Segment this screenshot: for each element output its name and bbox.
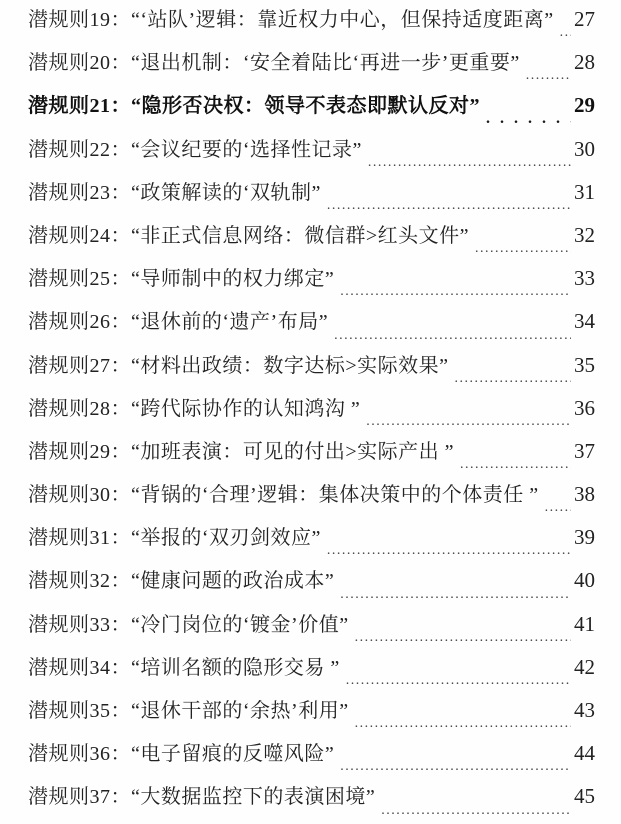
- dot-leader: [327, 192, 571, 215]
- toc-entry: [28, 89, 595, 132]
- table-of-contents: [28, 3, 595, 824]
- toc-entry-text: 潜规则35：“退休干部的‘余热’利用”: [28, 700, 349, 722]
- toc-entry-text: 潜规则22：“会议纪要的‘选择性记录”: [28, 138, 362, 161]
- toc-entry-text: 潜规则27：“材料出政绩：数字达标>实际效果”: [28, 354, 449, 377]
- toc-entry: [28, 176, 595, 219]
- dot-leader: [368, 149, 571, 172]
- toc-page-number: 32: [574, 222, 595, 247]
- toc-entry-text: 潜规则21：“隐形否决权：领导不表态即默认反对”: [28, 95, 480, 118]
- toc-page-number: 43: [574, 698, 595, 722]
- toc-page-number: 29: [574, 93, 595, 118]
- toc-entry-text: 潜规则24：“非正式信息网络：微信群>红头文件”: [28, 224, 470, 247]
- toc-entry: [28, 133, 595, 176]
- dot-leader: [346, 667, 571, 690]
- toc-entry-text: 潜规则20：“退出机制：‘安全着陆比‘再进一步’更重要”: [28, 52, 520, 75]
- dot-leader: [455, 365, 571, 388]
- toc-entry: [28, 305, 595, 348]
- dot-leader: [526, 62, 571, 85]
- toc-page-number: 28: [574, 50, 595, 75]
- dot-leader: [486, 106, 571, 129]
- toc-entry: [28, 521, 595, 564]
- toc-page-number: 39: [574, 525, 595, 550]
- toc-entry: [28, 46, 595, 89]
- dot-leader: [366, 408, 571, 431]
- toc-entry-text: 潜规则37：“大数据监控下的表演困境”: [28, 786, 376, 809]
- toc-page-number: 44: [574, 741, 595, 766]
- dot-leader: [355, 710, 571, 733]
- toc-entry-text: 潜规则30：“背锅的‘合理’逻辑：集体决策中的个体责任 ”: [28, 484, 539, 507]
- dot-leader: [545, 494, 571, 517]
- toc-entry-text: 潜规则28：“跨代际协作的认知鸿沟 ”: [28, 397, 361, 420]
- toc-entry: [28, 737, 595, 780]
- toc-entry-text: 潜规则32：“健康问题的政治成本”: [28, 570, 335, 593]
- toc-entry-text: 潜规则31：“举报的‘双刃剑效应”: [28, 527, 321, 550]
- toc-entry: [28, 435, 595, 478]
- toc-page-number: 38: [574, 482, 595, 507]
- toc-entry-text: 潜规则26：“退休前的‘遗产’布局”: [28, 311, 329, 334]
- toc-entry-text: 潜规则23：“政策解读的‘双轨制”: [28, 181, 321, 204]
- toc-entry: [28, 564, 595, 607]
- toc-page-number: 40: [574, 568, 595, 593]
- toc-page-number: 36: [574, 395, 595, 420]
- dot-leader: [560, 19, 571, 42]
- toc-page-number: 41: [574, 611, 595, 636]
- toc-entry-text: 潜规则34：“培训名额的隐形交易 ”: [28, 656, 340, 679]
- toc-page-number: 45: [574, 784, 595, 809]
- toc-entry: [28, 478, 595, 521]
- dot-leader: [327, 537, 571, 560]
- toc-page-number: 33: [574, 266, 595, 291]
- toc-entry-text: 潜规则19：“‘站队’逻辑：靠近权力中心，但保持适度距离”: [28, 9, 554, 31]
- toc-page-number: 27: [574, 7, 595, 31]
- toc-page-number: 35: [574, 352, 595, 377]
- toc-page-number: 34: [574, 309, 595, 334]
- dot-leader: [475, 235, 571, 258]
- toc-entry: [28, 651, 595, 694]
- toc-entry: [28, 3, 595, 46]
- toc-entry: [28, 349, 595, 392]
- dot-leader: [340, 278, 571, 301]
- toc-entry: [28, 262, 595, 305]
- dot-leader: [381, 797, 571, 820]
- toc-entry-text: 潜规则29：“加班表演：可见的付出>实际产出 ”: [28, 440, 455, 463]
- toc-entry: [28, 392, 595, 435]
- toc-entry-text: 潜规则25：“导师制中的权力绑定”: [28, 268, 335, 291]
- dot-leader: [460, 451, 571, 474]
- toc-entry: [28, 608, 595, 651]
- toc-page-number: 31: [574, 179, 595, 204]
- dot-leader: [340, 753, 571, 776]
- dot-leader: [355, 624, 571, 647]
- toc-entry: [28, 780, 595, 823]
- toc-entry: [28, 694, 595, 737]
- toc-page-number: 42: [574, 654, 595, 679]
- toc-entry: [28, 219, 595, 262]
- toc-page-number: 30: [574, 136, 595, 161]
- toc-entry-text: 潜规则33：“冷门岗位的‘镀金’价值”: [28, 613, 349, 636]
- toc-entry-text: 潜规则36：“电子留痕的反噬风险”: [28, 743, 335, 766]
- toc-page-number: 37: [574, 438, 595, 463]
- dot-leader: [340, 581, 571, 604]
- dot-leader: [334, 322, 571, 345]
